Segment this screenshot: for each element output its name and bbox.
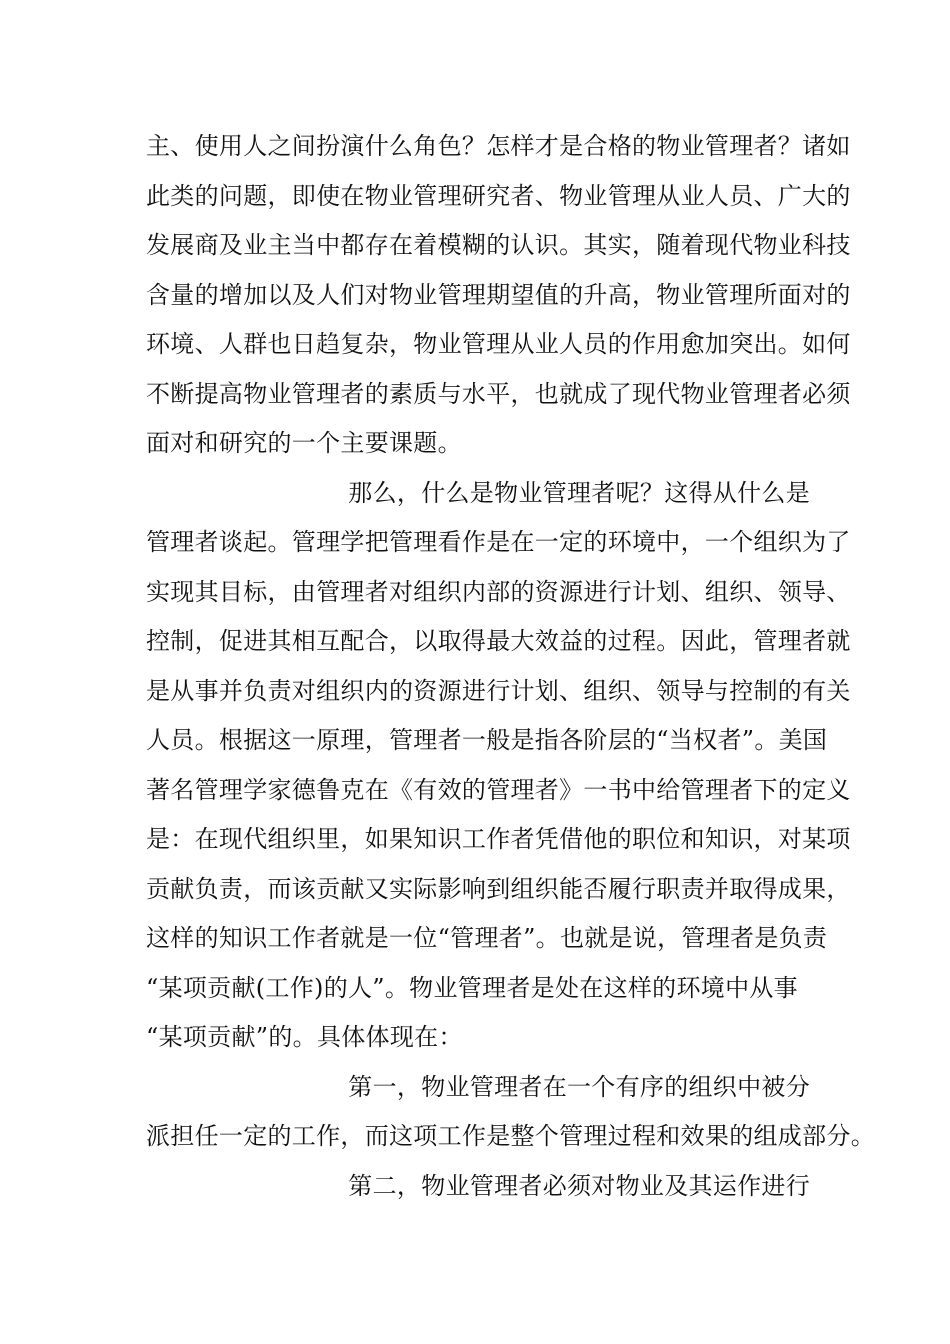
text-line: “某项贡献”的。具体体现在： <box>146 1023 463 1051</box>
text-line: 含量的增加以及人们对物业管理期望值的升高，物业管理所面对的 <box>146 280 851 309</box>
text-line: 这样的知识工作者就是一位“管理者”。也就是说，管理者是负责 <box>146 924 828 952</box>
text-line: 发展商及业主当中都存在着模糊的认识。其实，随着现代物业科技 <box>146 231 851 259</box>
text-line: 是：在现代组织里，如果知识工作者凭借他的职位和知识，对某项 <box>146 825 851 853</box>
text-line: 人员。根据这一原理，管理者一般是指各阶层的“当权者”。美国 <box>146 726 828 754</box>
text-line: 著名管理学家德鲁克在《有效的管理者》一书中给管理者下的定义 <box>146 775 851 804</box>
text-line-paragraph-start: 第二，物业管理者必须对物业及其运作进行 <box>348 1171 810 1200</box>
text-line: 实现其目标，由管理者对组织内部的资源进行计划、组织、领导、 <box>146 577 851 606</box>
text-line: 贡献负责，而该贡献又实际影响到组织能否履行职责并取得成果， <box>146 874 851 903</box>
text-line-paragraph-start: 第一，物业管理者在一个有序的组织中被分 <box>348 1072 810 1101</box>
text-line: “某项贡献(工作)的人”。物业管理者是处在这样的环境中从事 <box>146 973 798 1002</box>
text-line: 派担任一定的工作，而这项工作是整个管理过程和效果的组成部分。 <box>146 1122 875 1150</box>
text-line: 环境、人群也日趋复杂，物业管理从业人员的作用愈加突出。如何 <box>146 330 851 358</box>
body-text <box>146 122 875 1211</box>
text-line: 不断提高物业管理者的素质与水平，也就成了现代物业管理者必须 <box>146 379 851 408</box>
text-line-paragraph-start: 那么，什么是物业管理者呢？这得从什么是 <box>348 478 810 507</box>
text-line: 主、使用人之间扮演什么角色？怎样才是合格的物业管理者？诸如 <box>146 132 851 160</box>
text-line: 是从事并负责对组织内的资源进行计划、组织、领导与控制的有关 <box>146 676 851 705</box>
text-line: 控制，促进其相互配合，以取得最大效益的过程。因此，管理者就 <box>146 627 851 655</box>
text-line: 管理者谈起。管理学把管理看作是在一定的环境中，一个组织为了 <box>146 528 851 556</box>
text-line: 面对和研究的一个主要课题。 <box>146 429 462 457</box>
text-line: 此类的问题，即使在物业管理研究者、物业管理从业人员、广大的 <box>146 181 851 210</box>
